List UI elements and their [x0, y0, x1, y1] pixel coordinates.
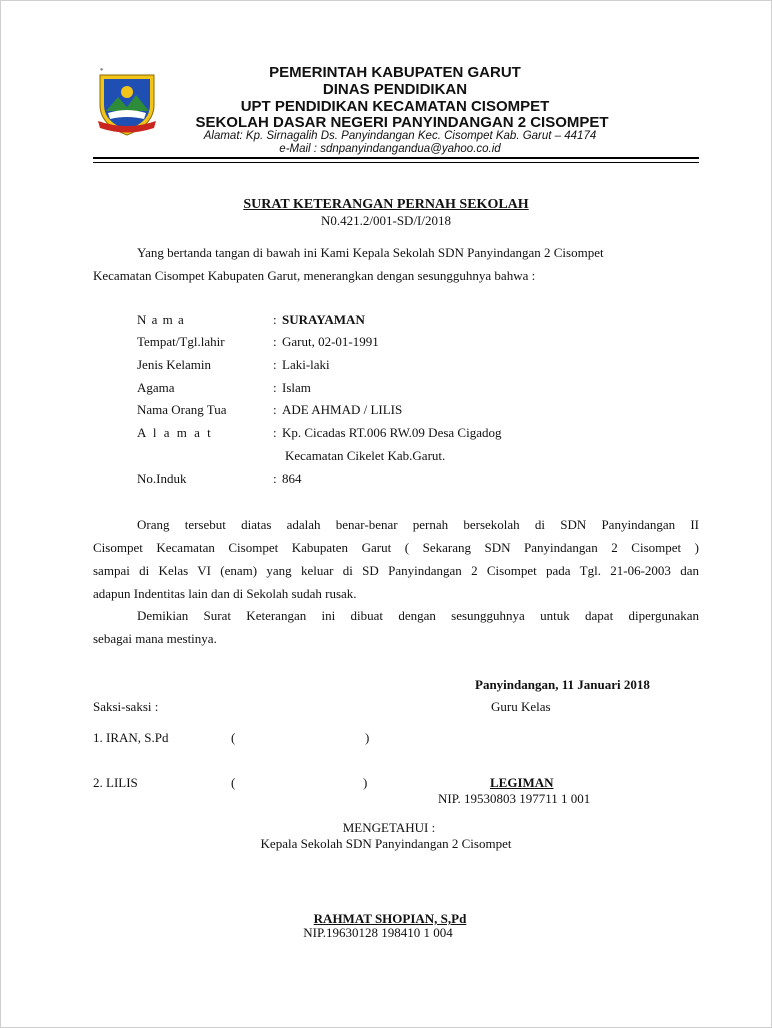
- letterhead-line-3: UPT PENDIDIKAN KECAMATAN CISOMPET: [240, 98, 550, 115]
- head-nip: NIP.19630128 198410 1 004: [303, 925, 453, 940]
- field-colon: :: [273, 425, 277, 440]
- letterhead-line-2: DINAS PENDIDIKAN: [322, 81, 468, 98]
- field-value-address: Kp. Cicadas RT.006 RW.09 Desa Cigadog: [282, 425, 502, 440]
- field-label-gender: Jenis Kelamin: [137, 357, 212, 372]
- letterhead-line-1: PEMERINTAH KABUPATEN GARUT: [269, 64, 521, 81]
- witness-2-signature-close: ): [363, 775, 368, 790]
- intro-line-2: Kecamatan Cisompet Kabupaten Garut, menerangkan dengan sesungguhnya bahwa :: [93, 268, 536, 283]
- field-value-gender: Laki-laki: [282, 357, 330, 372]
- field-value-birth: Garut, 02-01-1991: [282, 334, 379, 349]
- field-colon: :: [273, 402, 277, 417]
- body-paragraph-1-line-2: Cisompet Kecamatan Cisompet Kabupaten Garut ( Sekarang SDN Panyindangan 2 Cisompet ): [93, 540, 699, 555]
- teacher-name: LEGIMAN: [490, 775, 554, 790]
- letter-number: N0.421.2/001-SD/I/2018: [321, 213, 451, 228]
- body-paragraph-1-line-3: sampai di Kelas VI (enam) yang keluar di SD Panyindangan 2 Cisompet pada Tgl. 21-06-2003 dan: [93, 563, 699, 578]
- svg-text:*: *: [100, 67, 104, 75]
- head-title: Kepala Sekolah SDN Panyindangan 2 Cisompet: [260, 836, 512, 851]
- field-value-student-number: 864: [282, 471, 302, 486]
- witness-1-signature-close: ): [365, 730, 370, 745]
- witness-2-name: 2. LILIS: [93, 775, 138, 790]
- field-label-student-number: No.Induk: [137, 471, 187, 486]
- field-label-address: A l a m a t: [137, 425, 213, 440]
- letter-title: SURAT KETERANGAN PERNAH SEKOLAH: [243, 197, 529, 212]
- field-label-birth: Tempat/Tgl.lahir: [137, 334, 225, 349]
- letterhead-line-4: SEKOLAH DASAR NEGERI PANYINDANGAN 2 CISOMPET: [195, 114, 609, 131]
- body-paragraph-2-line-2: sebagai mana mestinya.: [93, 631, 217, 646]
- letterhead-rule-thin: [93, 162, 699, 163]
- field-colon: :: [273, 357, 277, 372]
- body-paragraph-1-line-1: Orang tersebut diatas adalah benar-benar pernah bersekolah di SDN Panyindangan II: [137, 517, 699, 532]
- place-date: Panyindangan, 11 Januari 2018: [475, 677, 650, 692]
- field-colon: :: [273, 334, 277, 349]
- letterhead-email: e-Mail : sdnpanyindangandua@yahoo.co.id: [279, 143, 501, 155]
- field-value-parents: ADE AHMAD / LILIS: [282, 402, 403, 417]
- witness-1-name: 1. IRAN, S.Pd: [93, 730, 169, 745]
- field-colon: :: [273, 471, 277, 486]
- body-paragraph-1-line-4: adapun Indentitas lain dan di Sekolah sudah rusak.: [93, 586, 357, 601]
- field-colon: :: [273, 380, 277, 395]
- witness-1-signature-open: (: [231, 730, 236, 745]
- witness-2-signature-open: (: [231, 775, 236, 790]
- field-colon: :: [273, 312, 277, 327]
- field-label-parents: Nama Orang Tua: [137, 402, 227, 417]
- teacher-heading: Guru Kelas: [491, 699, 551, 714]
- body-paragraph-2-line-1: Demikian Surat Keterangan ini dibuat dengan sesungguhnya untuk dapat dipergunakan: [137, 608, 699, 623]
- field-value-name: SURAYAMAN: [282, 312, 365, 327]
- field-label-religion: Agama: [137, 380, 175, 395]
- witness-heading: Saksi-saksi :: [93, 699, 159, 714]
- field-label-name: N a m a: [137, 312, 185, 327]
- letterhead-address: Alamat: Kp. Sirnagalih Ds. Panyindangan Kec. Cisompet Kab. Garut – 44174: [203, 130, 597, 142]
- intro-line-1: Yang bertanda tangan di bawah ini Kami Kepala Sekolah SDN Panyindangan 2 Cisompet: [137, 245, 604, 260]
- head-name: RAHMAT SHOPIAN, S,Pd: [313, 911, 467, 926]
- letterhead-rule-thick: [93, 157, 699, 159]
- teacher-nip: NIP. 19530803 197711 1 001: [438, 791, 591, 806]
- acknowledged-label: MENGETAHUI :: [342, 820, 436, 835]
- field-value-religion: Islam: [282, 380, 311, 395]
- field-value-address-line-2: Kecamatan Cikelet Kab.Garut.: [285, 448, 446, 463]
